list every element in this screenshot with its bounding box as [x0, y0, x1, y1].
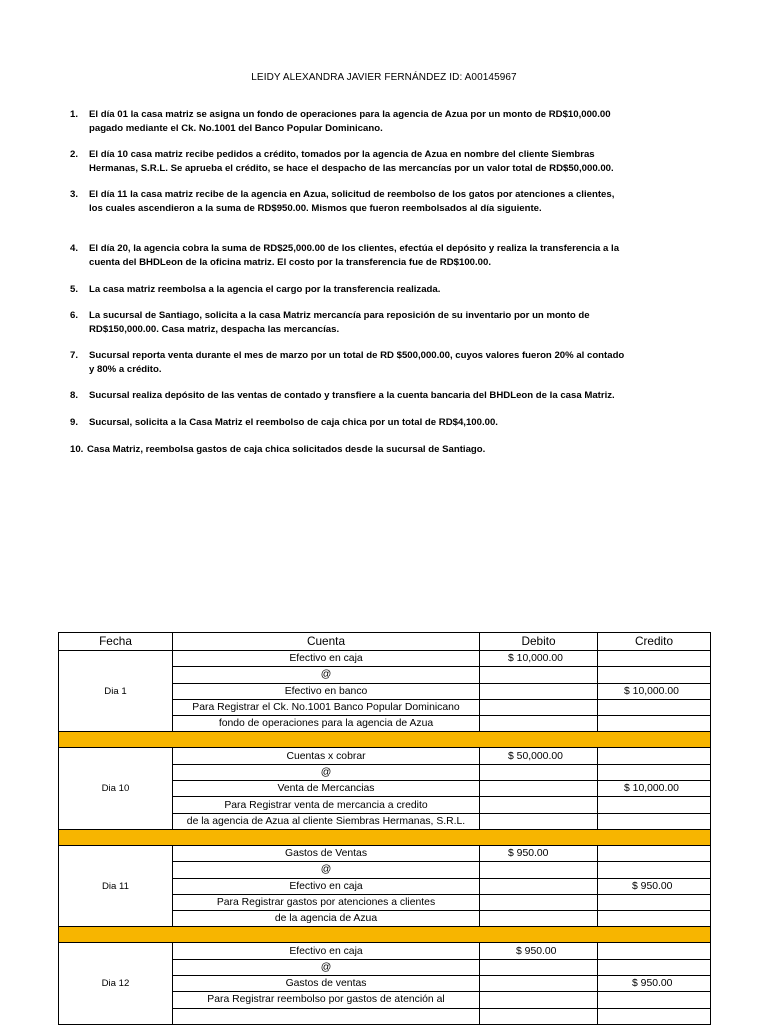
credit-cell — [598, 1008, 711, 1024]
item-number: 2. — [70, 149, 79, 160]
item-line: pagado mediante el Ck. No.1001 del Banco Popular Dominicano. — [89, 123, 383, 134]
date-cell: Dia 1 — [59, 651, 173, 732]
debit-cell — [480, 992, 598, 1008]
credit-cell: $ 10,000.00 — [598, 683, 711, 699]
credit-cell — [598, 992, 711, 1008]
credit-cell — [598, 813, 711, 829]
list-item — [70, 108, 670, 136]
debit-cell — [480, 716, 598, 732]
account-cell: fondo de operaciones para la agencia de Azua — [173, 716, 480, 732]
credit-cell: $ 950.00 — [598, 878, 711, 894]
list-item — [70, 148, 670, 176]
item-line: Sucursal reporta venta durante el mes de marzo por un total de RD $500,000.00, cuyos valores fueron 20% al contado — [89, 350, 625, 361]
item-number: 8. — [70, 390, 79, 401]
date-cell: Dia 11 — [59, 845, 173, 926]
credit-cell — [598, 862, 711, 878]
item-line: cuenta del BHDLeon de la oficina matriz. El costo por la transferencia fue de RD$100.00. — [89, 257, 491, 268]
debit-cell: $ 10,000.00 — [480, 651, 598, 667]
item-number: 1. — [70, 109, 79, 120]
credit-cell — [598, 959, 711, 975]
item-number: 7. — [70, 350, 79, 361]
header-fecha: Fecha — [59, 633, 173, 651]
credit-cell — [598, 764, 711, 780]
list-item — [70, 242, 670, 270]
account-cell: Gastos de ventas — [173, 976, 480, 992]
credit-cell — [598, 943, 711, 959]
debit-cell — [480, 894, 598, 910]
account-cell: de la agencia de Azua al cliente Siembras Hermanas, S.R.L. — [173, 813, 480, 829]
list-item — [70, 389, 670, 403]
account-cell — [173, 1008, 480, 1024]
header-credito: Credito — [598, 633, 711, 651]
item-number: 9. — [70, 417, 79, 428]
list-item — [70, 188, 670, 216]
debit-cell — [480, 813, 598, 829]
header-cuenta: Cuenta — [173, 633, 480, 651]
credit-cell — [598, 667, 711, 683]
item-line: La sucursal de Santiago, solicita a la casa Matriz mercancía para reposición de su inventario por un monto de — [89, 310, 590, 321]
credit-cell — [598, 797, 711, 813]
debit-cell — [480, 878, 598, 894]
list-item — [70, 416, 670, 430]
item-line: La casa matriz reembolsa a la agencia el cargo por la transferencia realizada. — [89, 284, 441, 295]
item-line: y 80% a crédito. — [89, 364, 162, 375]
item-number: 5. — [70, 284, 79, 295]
table-row — [59, 845, 711, 861]
debit-cell — [480, 764, 598, 780]
header-debito: Debito — [480, 633, 598, 651]
item-line: Sucursal realiza depósito de las ventas de contado y transfiere a la cuenta bancaria del BHDLeon de la casa Matriz. — [89, 390, 615, 401]
debit-cell — [480, 1008, 598, 1024]
separator-row — [59, 829, 711, 845]
item-line: los cuales ascendieron a la suma de RD$950.00. Mismos que fueron reembolsados al día siguiente. — [89, 203, 542, 214]
debit-cell — [480, 683, 598, 699]
account-cell: Venta de Mercancias — [173, 781, 480, 797]
item-line: Sucursal, solicita a la Casa Matriz el reembolso de caja chica por un total de RD$4,100.00. — [89, 417, 498, 428]
date-cell: Dia 10 — [59, 748, 173, 829]
debit-cell: $ 950.00 — [480, 943, 598, 959]
credit-cell — [598, 894, 711, 910]
debit-cell — [480, 976, 598, 992]
date-cell: Dia 12 — [59, 943, 173, 1024]
separator-cell — [59, 927, 711, 943]
debit-cell — [480, 781, 598, 797]
debit-cell — [480, 911, 598, 927]
table-row — [59, 748, 711, 764]
item-line: El día 10 casa matriz recibe pedidos a crédito, tomados por la agencia de Azua en nombre del cliente Siembras — [89, 149, 595, 160]
item-line: El día 01 la casa matriz se asigna un fondo de operaciones para la agencia de Azua por un monto de RD$10,000.00 — [89, 109, 611, 120]
credit-cell: $ 950.00 — [598, 976, 711, 992]
item-line: Casa Matriz, reembolsa gastos de caja chica solicitados desde la sucursal de Santiago. — [87, 444, 486, 455]
separator-row — [59, 732, 711, 748]
debit-cell: $ 950.00 — [480, 845, 598, 861]
list-item — [70, 309, 670, 337]
credit-cell — [598, 699, 711, 715]
separator-cell — [59, 829, 711, 845]
item-line: El día 11 la casa matriz recibe de la agencia en Azua, solicitud de reembolso de los gatos por atenciones a clientes, — [89, 189, 615, 200]
credit-cell — [598, 911, 711, 927]
item-number: 10. — [70, 444, 84, 455]
account-cell: Efectivo en caja — [173, 943, 480, 959]
journal-table — [58, 632, 711, 1025]
table-row — [59, 651, 711, 667]
account-cell: @ — [173, 764, 480, 780]
list-item — [70, 283, 670, 297]
debit-cell — [480, 959, 598, 975]
credit-cell — [598, 845, 711, 861]
account-cell: Efectivo en caja — [173, 878, 480, 894]
account-cell: Para Registrar reembolso por gastos de atención al — [173, 992, 480, 1008]
list-item — [70, 349, 670, 377]
separator-cell — [59, 732, 711, 748]
item-line: Hermanas, S.R.L. Se aprueba el crédito, se hace el despacho de las mercancías por un valor total de RD$50,000.00. — [89, 163, 614, 174]
separator-row — [59, 927, 711, 943]
account-cell: @ — [173, 959, 480, 975]
debit-cell — [480, 862, 598, 878]
account-cell: Para Registrar el Ck. No.1001 Banco Popular Dominicano — [173, 699, 480, 715]
debit-cell: $ 50,000.00 — [480, 748, 598, 764]
credit-cell: $ 10,000.00 — [598, 781, 711, 797]
account-cell: Gastos de Ventas — [173, 845, 480, 861]
list-item — [70, 443, 670, 457]
account-cell: Efectivo en caja — [173, 651, 480, 667]
item-number: 3. — [70, 189, 79, 200]
credit-cell — [598, 716, 711, 732]
credit-cell — [598, 748, 711, 764]
author-header: LEIDY ALEXANDRA JAVIER FERNÁNDEZ ID: A00145967 — [251, 72, 517, 83]
debit-cell — [480, 797, 598, 813]
credit-cell — [598, 651, 711, 667]
account-cell: Para Registrar gastos por atenciones a clientes — [173, 894, 480, 910]
item-line: RD$150,000.00. Casa matriz, despacha las mercancías. — [89, 324, 340, 335]
debit-cell — [480, 667, 598, 683]
item-number: 4. — [70, 243, 79, 254]
account-cell: de la agencia de Azua — [173, 911, 480, 927]
account-cell: Para Registrar venta de mercancia a credito — [173, 797, 480, 813]
account-cell: @ — [173, 667, 480, 683]
account-cell: @ — [173, 862, 480, 878]
table-row — [59, 943, 711, 959]
item-line: El día 20, la agencia cobra la suma de RD$25,000.00 de los clientes, efectúa el depósito y realiza la transferencia a la — [89, 243, 620, 254]
table-header-row — [59, 633, 711, 651]
account-cell: Cuentas x cobrar — [173, 748, 480, 764]
account-cell: Efectivo en banco — [173, 683, 480, 699]
debit-cell — [480, 699, 598, 715]
item-number: 6. — [70, 310, 79, 321]
